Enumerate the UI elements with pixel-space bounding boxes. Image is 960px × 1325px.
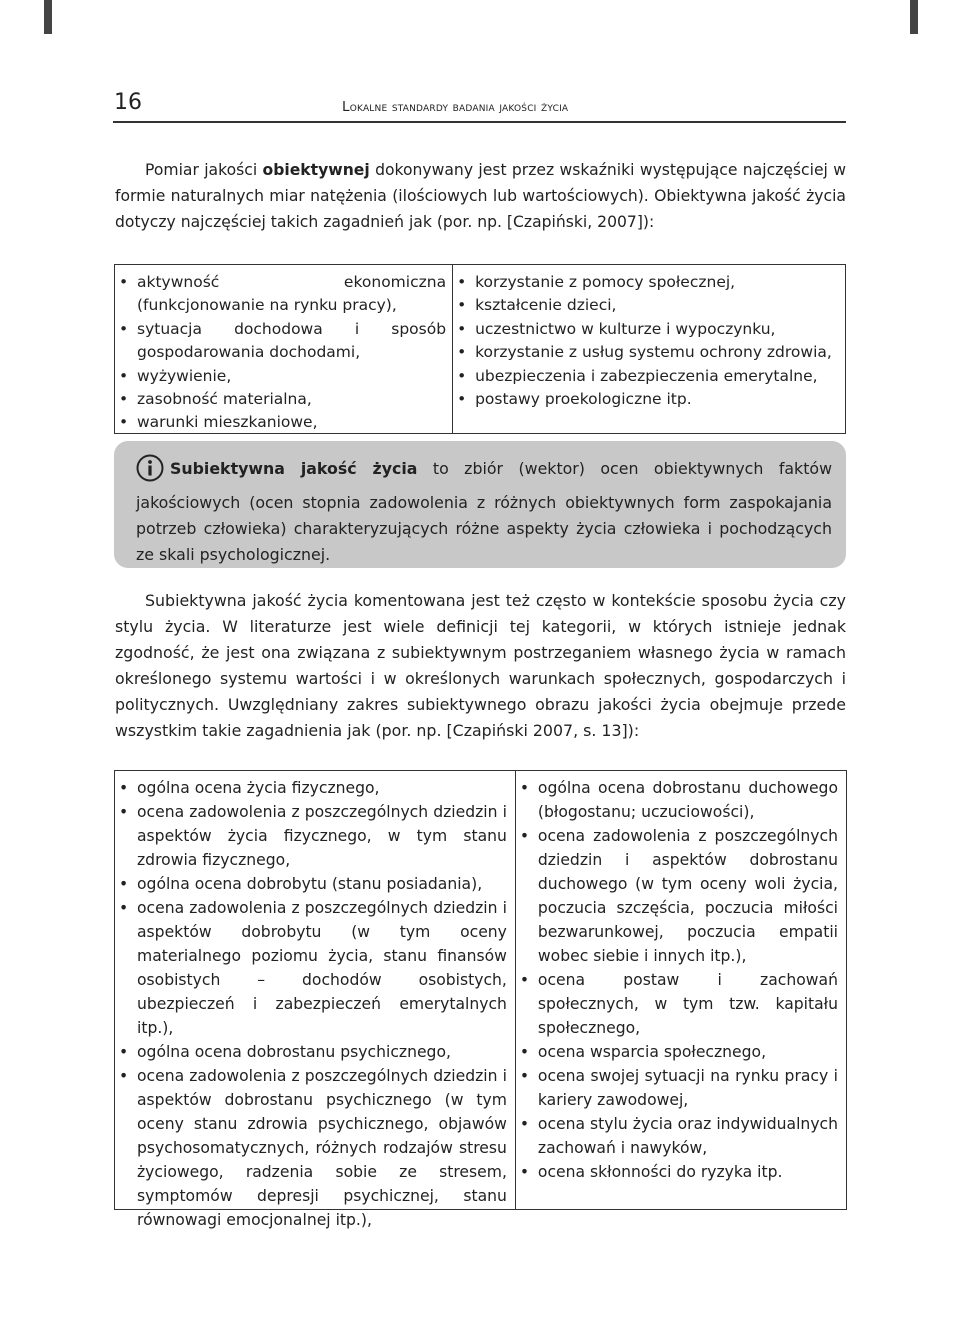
crop-mark-left [44, 0, 52, 34]
list-item: • sytuacja dochodowa i sposób gospodarowania dochodami, [115, 318, 446, 365]
list-item: • korzystanie z pomocy społecznej, [453, 271, 839, 294]
list-item: • ocena zadowolenia z poszczególnych dziedzin i aspektów dobrostanu psychicznego (w tym oceny stanu zdrowia psychicznego, objawów psychosomatycznych, różnych rodzajów stresu życiowego, radzenia sobie ze stresem, symptomów depresji psychicznej, stanu równowagi emocjonalnej itp.), [115, 1064, 507, 1232]
list-item: • ocena skłonności do ryzyka itp. [516, 1160, 838, 1184]
list-item: • uczestnictwo w kulturze i wypoczynku, [453, 318, 839, 341]
subjective-issues-right-column [516, 771, 846, 1209]
list-item: • ocena zadowolenia z poszczególnych dziedzin i aspektów dobrostanu duchowego (w tym oceny woli życia, poczucia szczęścia, poczucia miłości bezwarunkowej, poczucia empatii wobec siebie i innych itp.), [516, 824, 838, 968]
subjective-issues-left-column [115, 771, 516, 1229]
intro-text-start: Pomiar jakości [145, 161, 263, 179]
list-item: • ogólna ocena dobrostanu psychicznego, [115, 1040, 507, 1064]
list-item: • ocena zadowolenia z poszczególnych dziedzin i aspektów dobrobytu (w tym oceny materialnego poziomu życia, stanu finansów osobistych – dochodów osobistych, ubezpieczeń i zabezpieczeń emerytalnych itp.), [115, 896, 507, 1040]
list-item: • wyżywienie, [115, 365, 446, 388]
objective-issues-left-column [115, 265, 453, 433]
list-item: • ocena zadowolenia z poszczególnych dziedzin i aspektów życia fizycznego, w tym stanu zdrowia fizycznego, [115, 800, 507, 872]
body-paragraph [115, 588, 846, 744]
objective-issues-table [114, 264, 846, 434]
list-item: • aktywność ekonomiczna (funkcjonowanie na rynku pracy), [115, 271, 446, 318]
list-item: • ocena stylu życia oraz indywidualnych zachowań i nawyków, [516, 1112, 838, 1160]
body-paragraph-text: Subiektywna jakość życia komentowana jest też często w kontekście sposobu życia czy stylu życia. W literaturze jest wiele definicji tej kategorii, w których istnieje jednak zgodność, że jest ona związana z subiektywnym postrzeganiem własnego życia w ramach określonego systemu wartości i w określonych warunkach społecznych, gospodarczych i politycznych. Uwzględniany zakres subiektywnego obrazu jakości życia obejmuje przede wszystkim takie zagadnienia jak (por. np. [Czapiński 2007, s. 13]): [115, 591, 846, 740]
intro-bold-term: obiektywnej [262, 161, 370, 179]
page-number: 16 [114, 90, 142, 115]
list-item: • ogólna ocena dobrobytu (stanu posiadania), [115, 872, 507, 896]
list-item: • warunki mieszkaniowe, [115, 411, 446, 434]
definition-text: to zbiór (wektor) ocen obiektywnych faktów jakościowych (ocen stopnia zadowolenia z różnych obiektywnych form zaspokajania potrzeb człowieka) charakteryzujących różne aspekty życia człowieka i pochodzących ze skali psychologicznej. [136, 459, 832, 564]
list-item: • zasobność materialna, [115, 388, 446, 411]
objective-issues-right-column [453, 265, 845, 433]
definition-info-box [114, 441, 846, 568]
info-icon [136, 454, 164, 490]
list-item: • kształcenie dzieci, [453, 294, 839, 317]
list-item: • ocena wsparcia społecznego, [516, 1040, 838, 1064]
list-item: • ubezpieczenia i zabezpieczenia emerytalne, [453, 365, 839, 388]
running-header: Lokalne standardy badania jakości życia [342, 99, 569, 115]
list-item: • postawy proekologiczne itp. [453, 388, 839, 411]
list-item: • ogólna ocena życia fizycznego, [115, 776, 507, 800]
definition-term: Subiektywna jakość życia [170, 459, 418, 478]
intro-text-end: dokonywany jest przez wskaźniki występujące najczęściej w formie naturalnych miar natężenia (ilościowych lub wartościowych). Obiektywna jakość życia dotyczy najczęściej takich zagadnień jak (por. np. [Czapiński, 2007]): [115, 161, 846, 231]
list-item: • korzystanie z usług systemu ochrony zdrowia, [453, 341, 839, 364]
intro-paragraph [115, 157, 846, 235]
list-item: • ocena swojej sytuacji na rynku pracy i kariery zawodowej, [516, 1064, 838, 1112]
header-rule [113, 121, 846, 123]
crop-mark-right [910, 0, 918, 34]
list-item: • ocena postaw i zachowań społecznych, w tym tzw. kapitału społecznego, [516, 968, 838, 1040]
list-item: • ogólna ocena dobrostanu duchowego (błogostanu; uczuciowości), [516, 776, 838, 824]
subjective-issues-table [114, 770, 847, 1229]
